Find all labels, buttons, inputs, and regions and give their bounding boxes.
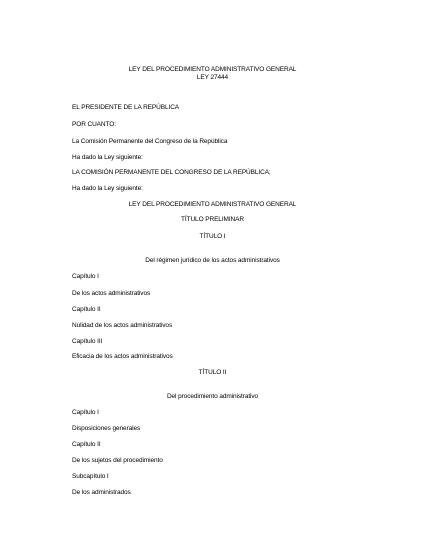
title-1-chapter-2-label: Capítulo II xyxy=(72,306,101,313)
title-1-chapter-3-label: Capítulo III xyxy=(72,338,103,345)
title-2-chapter-1-name: Disposiciones generales xyxy=(72,425,141,432)
title-1-chapter-1-label: Capítulo I xyxy=(72,273,99,280)
given-law-line-2: Ha dado la Ley siguiente: xyxy=(72,185,143,192)
given-law-line-1: Ha dado la Ley siguiente: xyxy=(72,154,143,161)
commission-heading: LA COMISIÓN PERMANENTE DEL CONGRESO DE LA REPÚBLICA; xyxy=(72,169,271,176)
title-2-chapter-2-name: De los sujetos del procedimiento xyxy=(72,457,163,464)
title-1-chapter-1-name: De los actos administrativos xyxy=(72,290,151,297)
title-1-heading: TÍTULO I xyxy=(199,233,226,240)
preliminary-title: TÍTULO PRELIMINAR xyxy=(181,216,244,223)
law-number: LEY 27444 xyxy=(196,74,229,81)
commission-sentence: La Comisión Permanente del Congreso de la República xyxy=(72,138,228,145)
subchapter-name: De los administrados xyxy=(72,489,131,496)
title-2-chapter-2-label: Capítulo II xyxy=(72,441,101,448)
body-law-title: LEY DEL PROCEDIMIENTO ADMINISTRATIVO GENERAL xyxy=(128,201,297,208)
title-2-chapter-1-label: Capítulo I xyxy=(72,409,99,416)
president-line: EL PRESIDENTE DE LA REPÚBLICA xyxy=(72,104,180,111)
title-1-chapter-3-name: Eficacia de los actos administrativos xyxy=(72,353,173,360)
law-header-title: LEY DEL PROCEDIMIENTO ADMINISTRATIVO GENERAL xyxy=(128,66,297,73)
title-2-subheading: Del procedimiento administrativo xyxy=(166,393,259,400)
por-cuanto-line: POR CUANTO: xyxy=(72,121,116,128)
subchapter-label: Subcapítulo I xyxy=(72,473,109,480)
title-1-chapter-2-name: Nulidad de los actos administrativos xyxy=(72,322,173,329)
title-1-subheading: Del régimen jurídico de los actos administrativos xyxy=(145,257,280,264)
title-2-heading: TÍTULO II xyxy=(198,369,227,376)
